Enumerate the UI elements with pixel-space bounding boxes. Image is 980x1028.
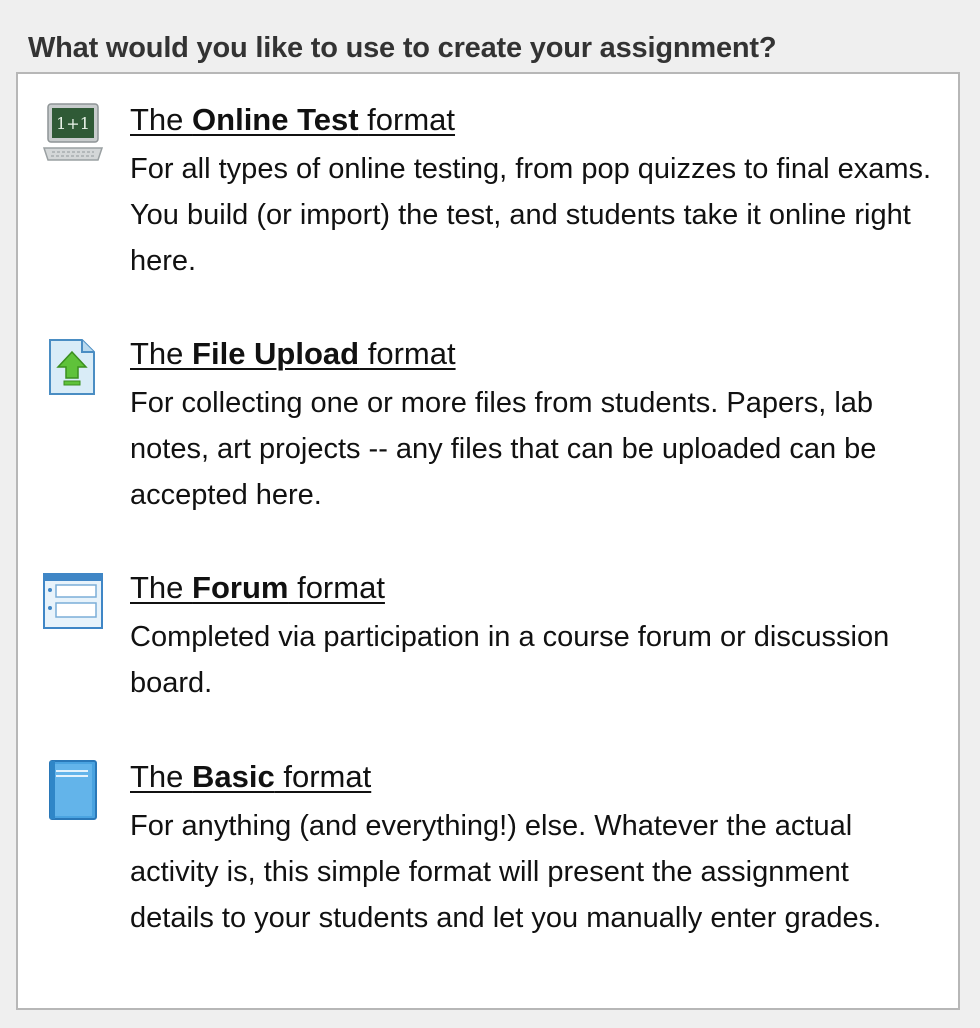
basic-description: For anything (and everything!) else. Whatever the actual activity is, this simple format will present the assignment details to your students and let you manually enter grades. (130, 810, 882, 934)
book-icon (42, 759, 104, 821)
forum-description: Completed via participation in a course forum or discussion board. (130, 621, 890, 699)
online-test-format-link[interactable]: The Online Test format (130, 102, 456, 137)
page-heading: What would you like to use to create your assignment? (28, 32, 777, 64)
basic-format-link[interactable]: The Basic format (130, 759, 372, 794)
file-upload-format-link[interactable]: The File Upload format (130, 336, 456, 371)
computer-test-icon (42, 102, 104, 164)
forum-icon (42, 570, 104, 632)
file-upload-icon (42, 336, 104, 398)
forum-format-link[interactable]: The Forum format (130, 570, 385, 605)
format-options-panel (16, 72, 960, 1010)
svg-text:1+1: 1+1 (56, 114, 90, 133)
online-test-description: For all types of online testing, from pop quizzes to final exams. You build (or import) the test, and students take it online right here. (130, 153, 932, 277)
file-upload-description: For collecting one or more files from students. Papers, lab notes, art projects -- any files that can be uploaded can be accepted here. (130, 387, 877, 511)
